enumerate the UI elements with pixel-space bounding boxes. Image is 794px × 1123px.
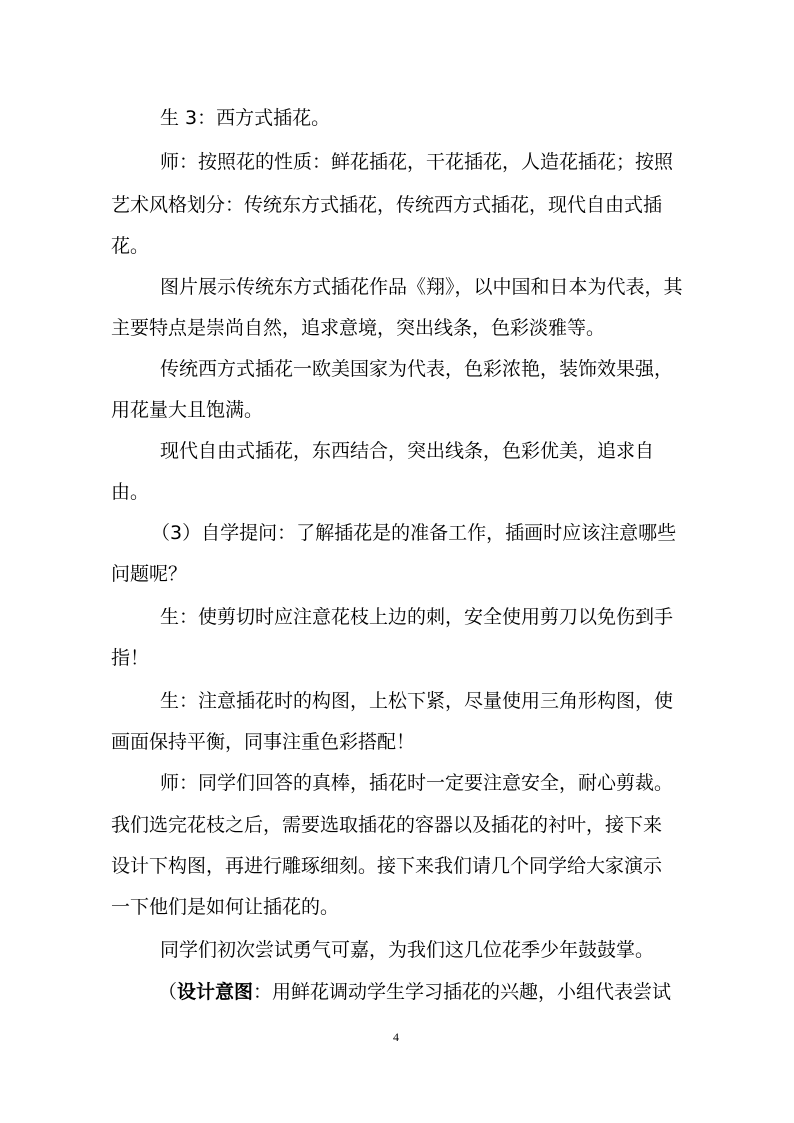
design-intent-line [158, 980, 671, 1004]
text-line: 由。 [111, 481, 150, 503]
text-line: 师：按照花的性质：鲜花插花，干花插花，人造花插花；按照 [160, 151, 674, 173]
text-line: 现代自由式插花，东西结合，突出线条，色彩优美，追求自 [160, 440, 655, 462]
text-line: 设计下构图，再进行雕琢细刻。接下来我们请几个同学给大家演示 [111, 855, 663, 877]
text-line: 图片展示传统东方式插花作品《翔》，以中国和日本为代表，其 [160, 276, 683, 298]
text-line: 花。 [111, 235, 150, 257]
design-intent-text: ：用鲜花调动学生学习插花的兴趣，小组代表尝试 [253, 981, 672, 1003]
text-line: 我们选完花枝之后，需要选取插花的容器以及插花的衬叶，接下来 [111, 814, 663, 836]
page-number: 4 [393, 1030, 399, 1044]
text-line: 生：使剪切时应注意花枝上边的刺，安全使用剪刀以免伤到手 [160, 606, 674, 628]
text-line: 同学们初次尝试勇气可嘉，为我们这几位花季少年鼓鼓掌。 [160, 939, 655, 961]
design-intent-label: 设计意图 [177, 981, 254, 1003]
text-line: 用花量大且饱满。 [111, 399, 264, 421]
text-line: 生：注意插花时的构图，上松下紧，尽量使用三角形构图，使 [160, 690, 674, 712]
open-paren: （ [158, 981, 178, 1003]
text-line: 指！ [111, 647, 150, 669]
text-line: 问题呢？ [111, 563, 188, 585]
text-line: 主要特点是崇尚自然，追求意境，突出线条，色彩淡雅等。 [111, 317, 606, 339]
text-line: 画面保持平衡，同事注重色彩搭配！ [111, 731, 416, 753]
text-line: 师：同学们回答的真棒，插花时一定要注意安全，耐心剪裁。 [160, 772, 674, 794]
text-line: （3）自学提问：了解插花是的准备工作，插画时应该注意哪些 [151, 522, 677, 544]
text-line: 生 3：西方式插花。 [160, 107, 331, 129]
text-line: 传统西方式插花一欧美国家为代表，色彩浓艳，装饰效果强， [160, 358, 674, 380]
text-line: 一下他们是如何让插花的。 [111, 896, 340, 918]
text-line: 艺术风格划分：传统东方式插花，传统西方式插花，现代自由式插 [111, 194, 663, 216]
